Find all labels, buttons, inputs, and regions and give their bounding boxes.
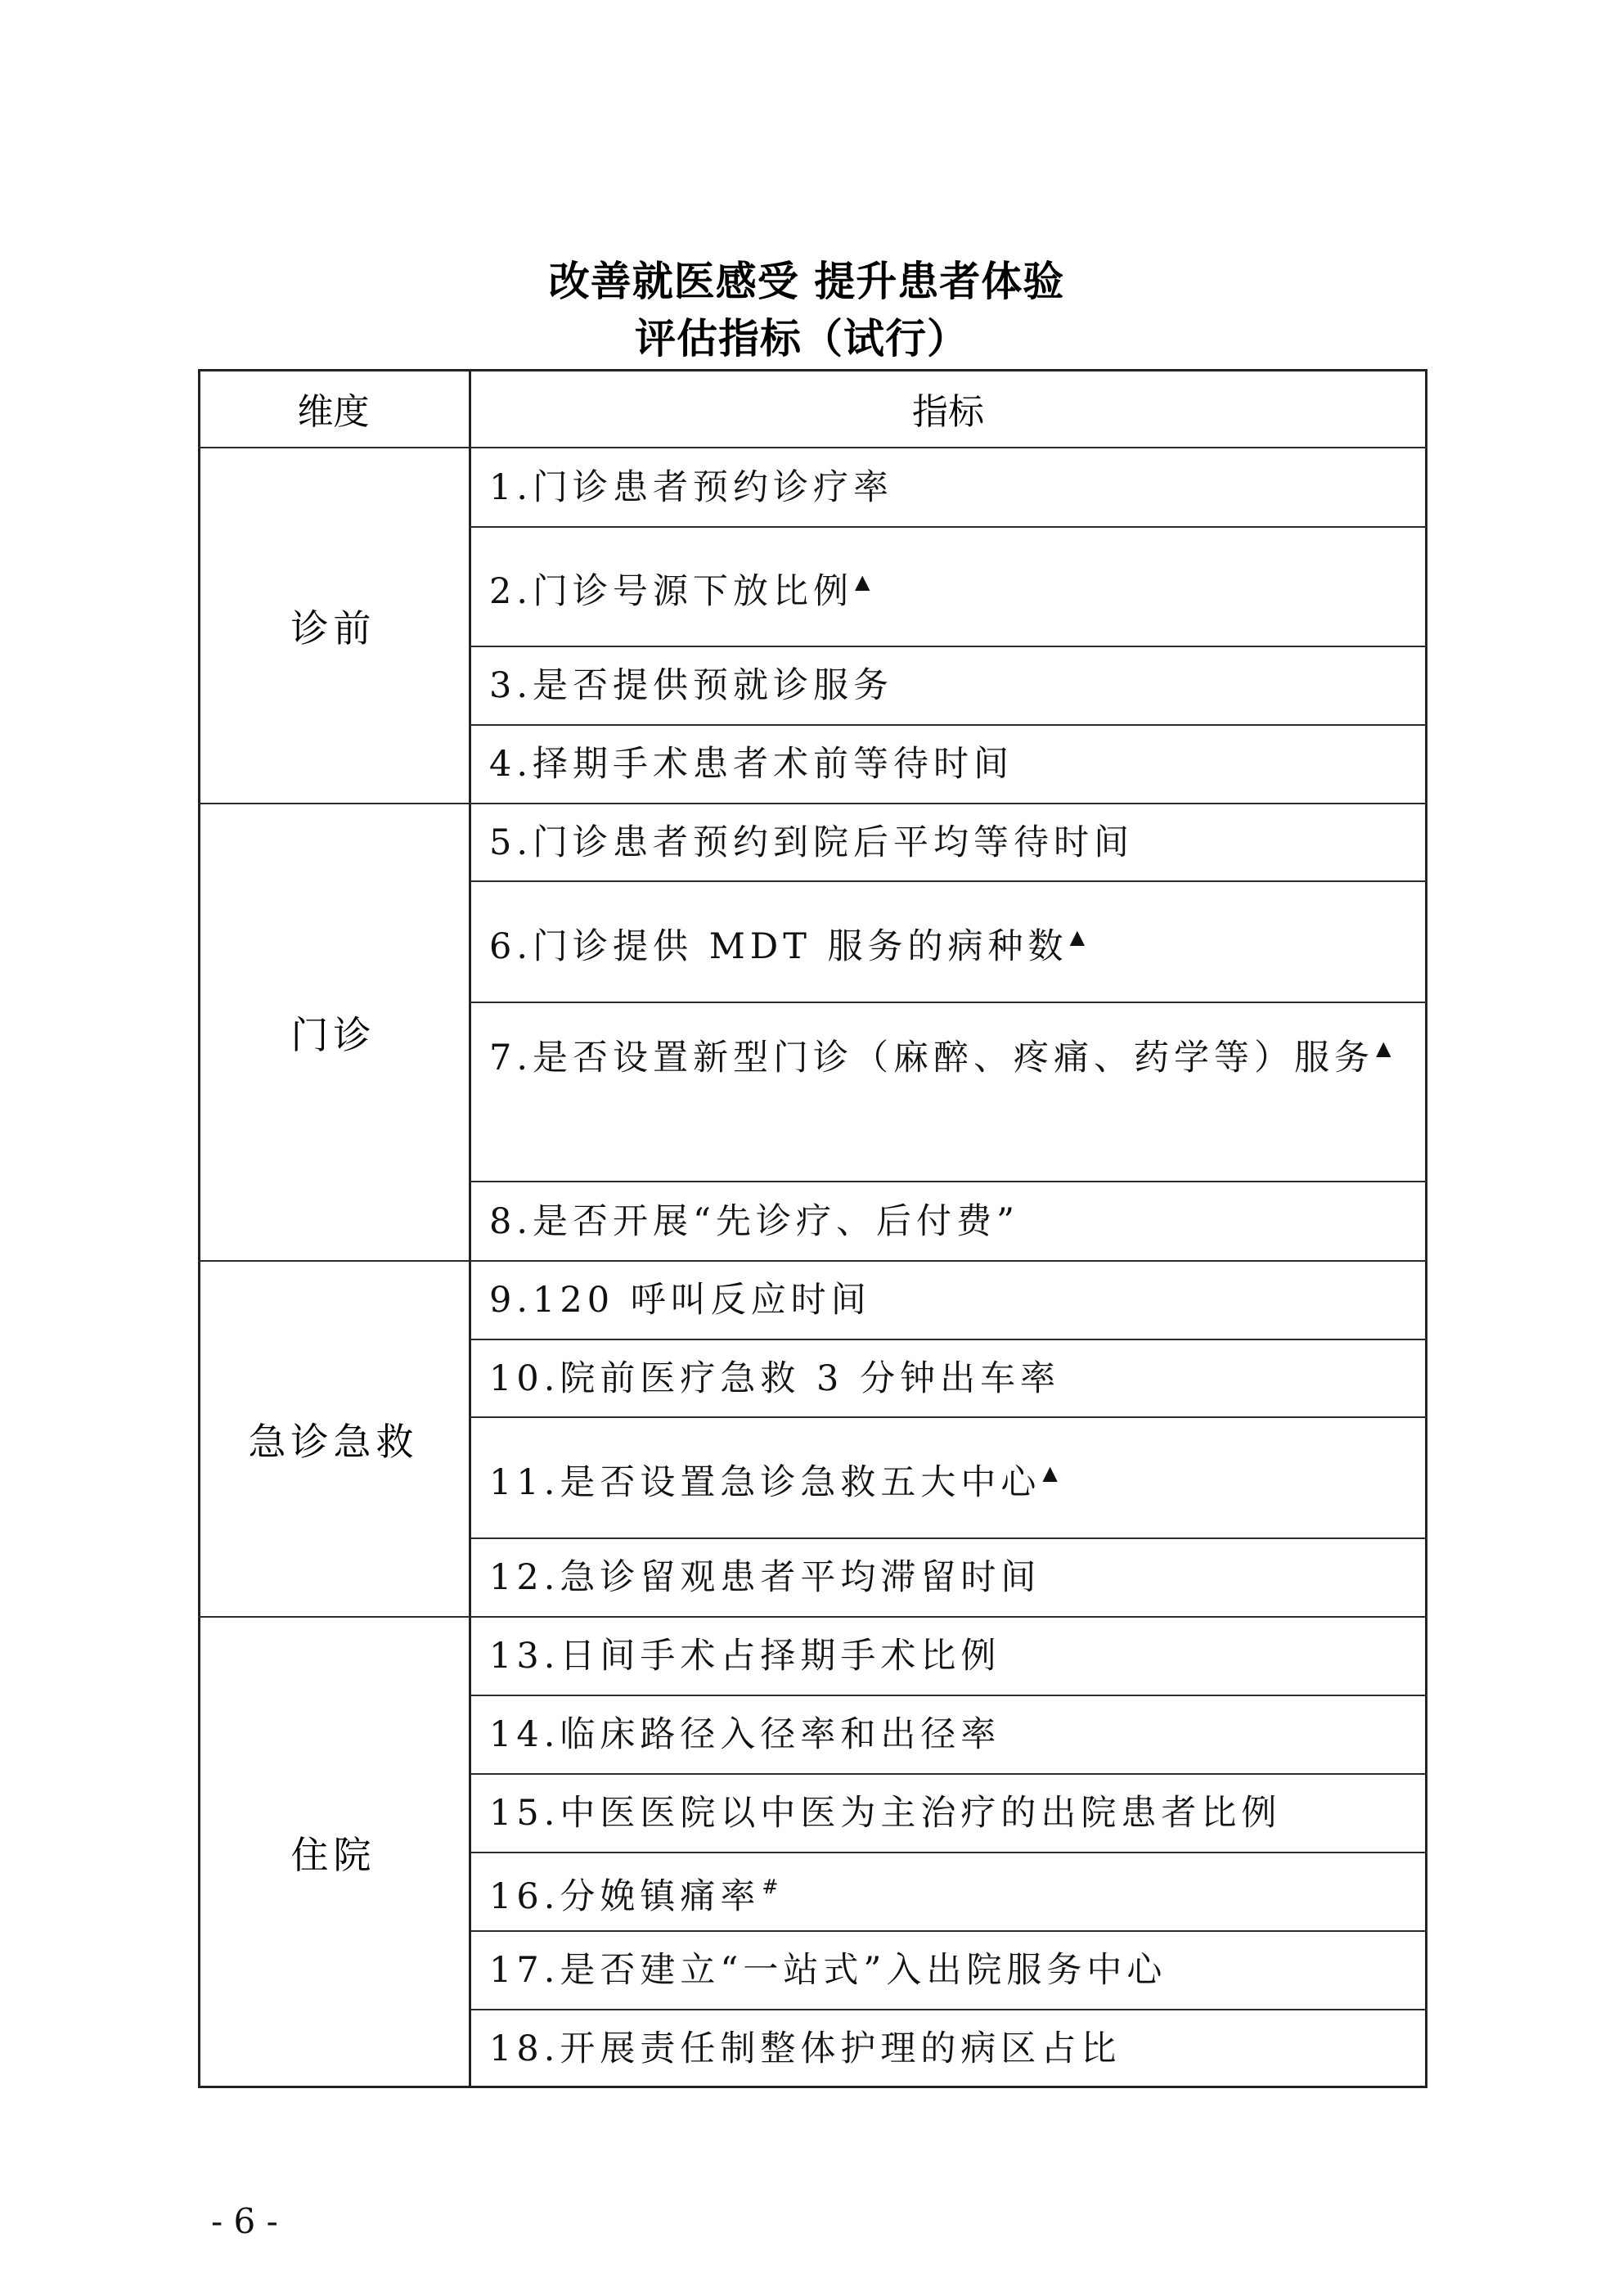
indicator-text: 16.分娩镇痛率 <box>489 1876 761 1917</box>
indicator-line <box>489 1007 1391 1099</box>
indicator-cell <box>471 1261 1425 1339</box>
indicator-text: 14.临床路径入径率和出径率 <box>489 1714 1001 1755</box>
indicator-text: 10.院前医疗急救 3 分钟出车率 <box>489 1357 1061 1399</box>
triangle-marker-icon: ▲ <box>1376 1037 1391 1060</box>
indicator-cell <box>471 1931 1425 2010</box>
triangle-marker-icon: ▲ <box>1069 925 1086 948</box>
indicator-cell <box>471 1617 1425 1695</box>
indicator-line <box>489 537 870 637</box>
indicator-text: 4.择期手术患者术前等待时间 <box>489 744 1014 785</box>
indicator-cell <box>471 881 1425 1002</box>
indicator-text: 2.门诊号源下放比例 <box>489 571 854 612</box>
indicator-text: 11.是否设置急诊急救五大中心 <box>489 1462 1041 1503</box>
indicator-cell <box>471 527 1425 646</box>
header-dimension: 维度 <box>297 391 370 433</box>
indicator-text: 15.中医医院以中医为主治疗的出院患者比例 <box>489 1793 1282 1834</box>
dimension-cell: 急诊急救 <box>248 1419 419 1464</box>
hash-marker-icon: # <box>762 1875 779 1898</box>
indicator-text: 1.门诊患者预约诊疗率 <box>489 466 894 508</box>
indicator-cell <box>471 1182 1425 1261</box>
indicator-cell <box>471 1002 1425 1182</box>
indicator-cell <box>471 1853 1425 1931</box>
indicator-text: 8.是否开展“先诊疗、后付费” <box>489 1200 1019 1242</box>
triangle-marker-icon: ▲ <box>855 570 870 593</box>
indicator-cell <box>471 725 1425 804</box>
document-subtitle: 评估指标（试行） <box>635 315 969 362</box>
dimension-cell: 诊前 <box>290 606 376 651</box>
indicator-text: 9.120 呼叫反应时间 <box>489 1280 871 1321</box>
indicator-text: 3.是否提供预就诊服务 <box>489 665 894 706</box>
triangle-marker-icon: ▲ <box>1042 1461 1058 1484</box>
indicator-text: 5.门诊患者预约到院后平均等待时间 <box>489 822 1135 863</box>
document-title: 改善就医感受 提升患者体验 <box>548 258 1065 305</box>
indicator-cell <box>471 1339 1425 1417</box>
indicator-text: 18.开展责任制整体护理的病区占比 <box>489 2028 1122 2069</box>
indicator-line <box>489 1428 1058 1528</box>
indicator-cell <box>471 448 1425 527</box>
indicator-line <box>489 892 1085 992</box>
indicator-text: 7.是否设置新型门诊（麻醉、疼痛、药学等）服务 <box>489 1038 1375 1078</box>
indicator-cell <box>471 804 1425 881</box>
indicator-cell <box>471 1417 1425 1538</box>
page-number: - 6 - <box>211 2201 278 2241</box>
dimension-cell: 住院 <box>290 1833 376 1877</box>
indicator-cell <box>471 1774 1425 1853</box>
indicator-text: 13.日间手术占择期手术比例 <box>489 1636 1001 1677</box>
indicator-cell <box>471 1538 1425 1617</box>
indicator-text: 6.门诊提供 MDT 服务的病种数 <box>489 926 1068 967</box>
dimension-cell: 门诊 <box>290 1012 376 1057</box>
indicator-cell <box>471 2010 1425 2088</box>
indicator-text: 17.是否建立“一站式”入出院服务中心 <box>489 1950 1167 1991</box>
header-indicator: 指标 <box>912 391 984 433</box>
indicator-cell <box>471 646 1425 725</box>
indicator-cell <box>471 1695 1425 1774</box>
indicator-text: 12.急诊留观患者平均滞留时间 <box>489 1557 1041 1598</box>
